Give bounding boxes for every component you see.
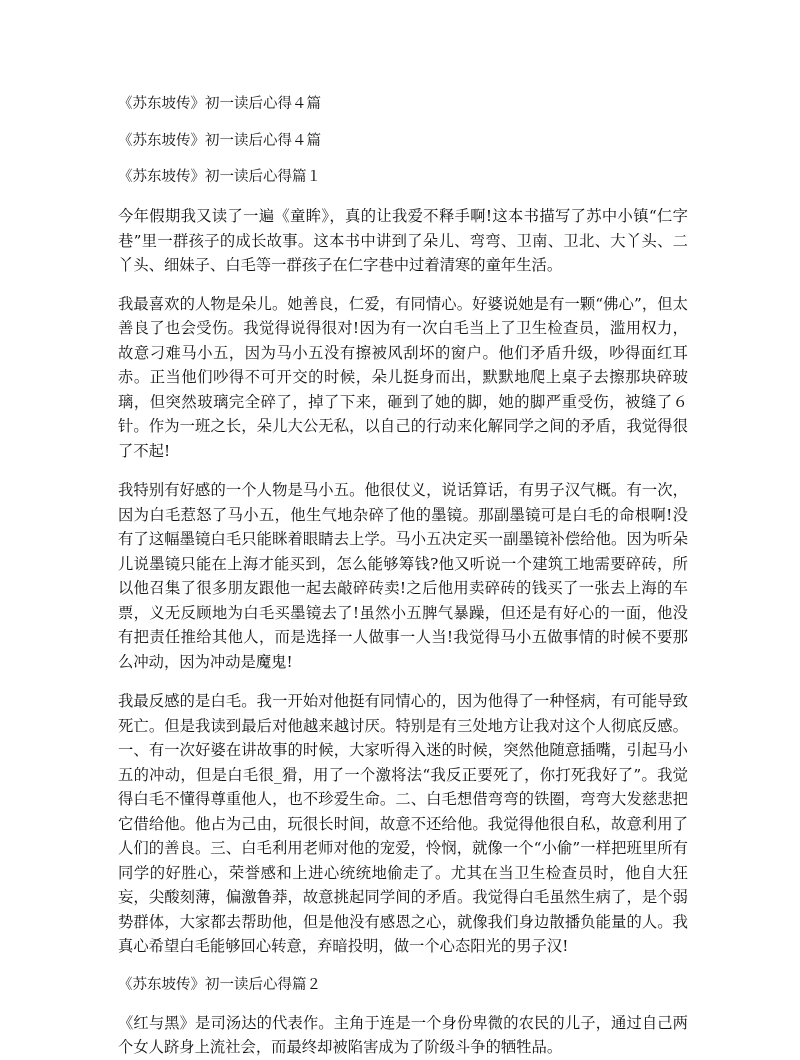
paragraph-red-and-black: 《红与黑》是司汤达的代表作。主角于连是一个身份卑微的农民的儿子，通过自己两个女人跻身上流社会，而最终却被陷害成为了阶级斗争的牺牲品。 (118, 1013, 688, 1056)
document-title-repeat: 《苏东坡传》初一读后心得４篇 (118, 133, 321, 149)
paragraph-intro: 今年假期我又读了一遍《童眸》，真的让我爱不释手啊!这本书描写了苏中小镇“仁字巷”里一群孩子的成长故事。这本书中讲到了朵儿、弯弯、卫南、卫北、大丫头、二丫头、细妹子、白毛等一群孩子在仁字巷中过着清寒的童年生活。 (118, 207, 688, 274)
paragraph-duoer: 我最喜欢的人物是朵儿。她善良，仁爱，有同情心。好婆说她是有一颗“佛心”，但太善良了也会受伤。我觉得说得很对!因为有一次白毛当上了卫生检查员，滥用权力，故意刁难马小五，因为马小五没有擦被风刮坏的窗户。他们矛盾升级，吵得面红耳赤。正当他们吵得不可开交的时候，朵儿挺身而出，默默地爬上桌子去擦那块碎玻璃，但突然玻璃完全碎了，掉了下来，砸到了她的脚，她的脚严重受伤，被缝了６针。作为一班之长，朵儿大公无私，以自己的行动来化解同学之间的矛盾，我觉得很了不起! (118, 294, 688, 460)
paragraph-baimao: 我最反感的是白毛。我一开始对他挺有同情心的，因为他得了一种怪病，有可能导致死亡。但是我读到最后对他越来越讨厌。特别是有三处地方让我对这个人彻底反感。一、有一次好婆在讲故事的时候，大家听得入迷的时候，突然他随意插嘴，引起马小五的冲动，但是白毛很_猾，用了一个激将法“我反正要死了，你打死我好了”。我觉得白毛不懂得尊重他人，也不珍爱生命。二、白毛想借弯弯的铁圈，弯弯大发慈悲把它借给他。他占为己由，玩很长时间，故意不还给他。我觉得他很自私，故意利用了人们的善良。三、白毛利用老师对他的宠爱，怜悯，就像一个“小偷”一样把班里所有同学的好胜心，荣誉感和上进心统统地偷走了。尤其在当卫生检查员时，他自大狂妄，尖酸刻薄，偏激鲁莽，故意挑起同学间的矛盾。我觉得白毛虽然生病了，是个弱势群体，大家都去帮助他，但是他没有感恩之心，就像我们身边散播负能量的人。我真心希望白毛能够回心转意，弃暗投明，做一个心态阳光的男子汉! (118, 692, 688, 955)
paragraph-maxiaowu: 我特别有好感的一个人物是马小五。他很仗义，说话算话，有男子汉气概。有一次，因为白毛惹怒了马小五，他生气地杂碎了他的墨镜。那副墨镜可是白毛的命根啊!没有了这幅墨镜白毛只能眯着眼睛去上学。马小五决定买一副墨镜补偿给他。因为听朵儿说墨镜只能在上海才能买到，怎么能够筹钱?他又听说一个建筑工地需要碎砖，所以他召集了很多朋友跟他一起去敲碎砖卖!之后他用卖碎砖的钱买了一张去上海的车票，义无反顾地为白毛买墨镜去了!虽然小五脾气暴躁，但还是有好心的一面，他没有把责任推给其他人，而是选择一人做事一人当!我觉得马小五做事情的时候不要那么冲动，因为冲动是魔鬼! (118, 481, 688, 671)
section-heading-2: 《苏东坡传》初一读后心得篇２ (118, 976, 321, 993)
document-title: 《苏东坡传》初一读后心得４篇 (118, 96, 321, 112)
section-heading-1: 《苏东坡传》初一读后心得篇１ (118, 169, 321, 185)
